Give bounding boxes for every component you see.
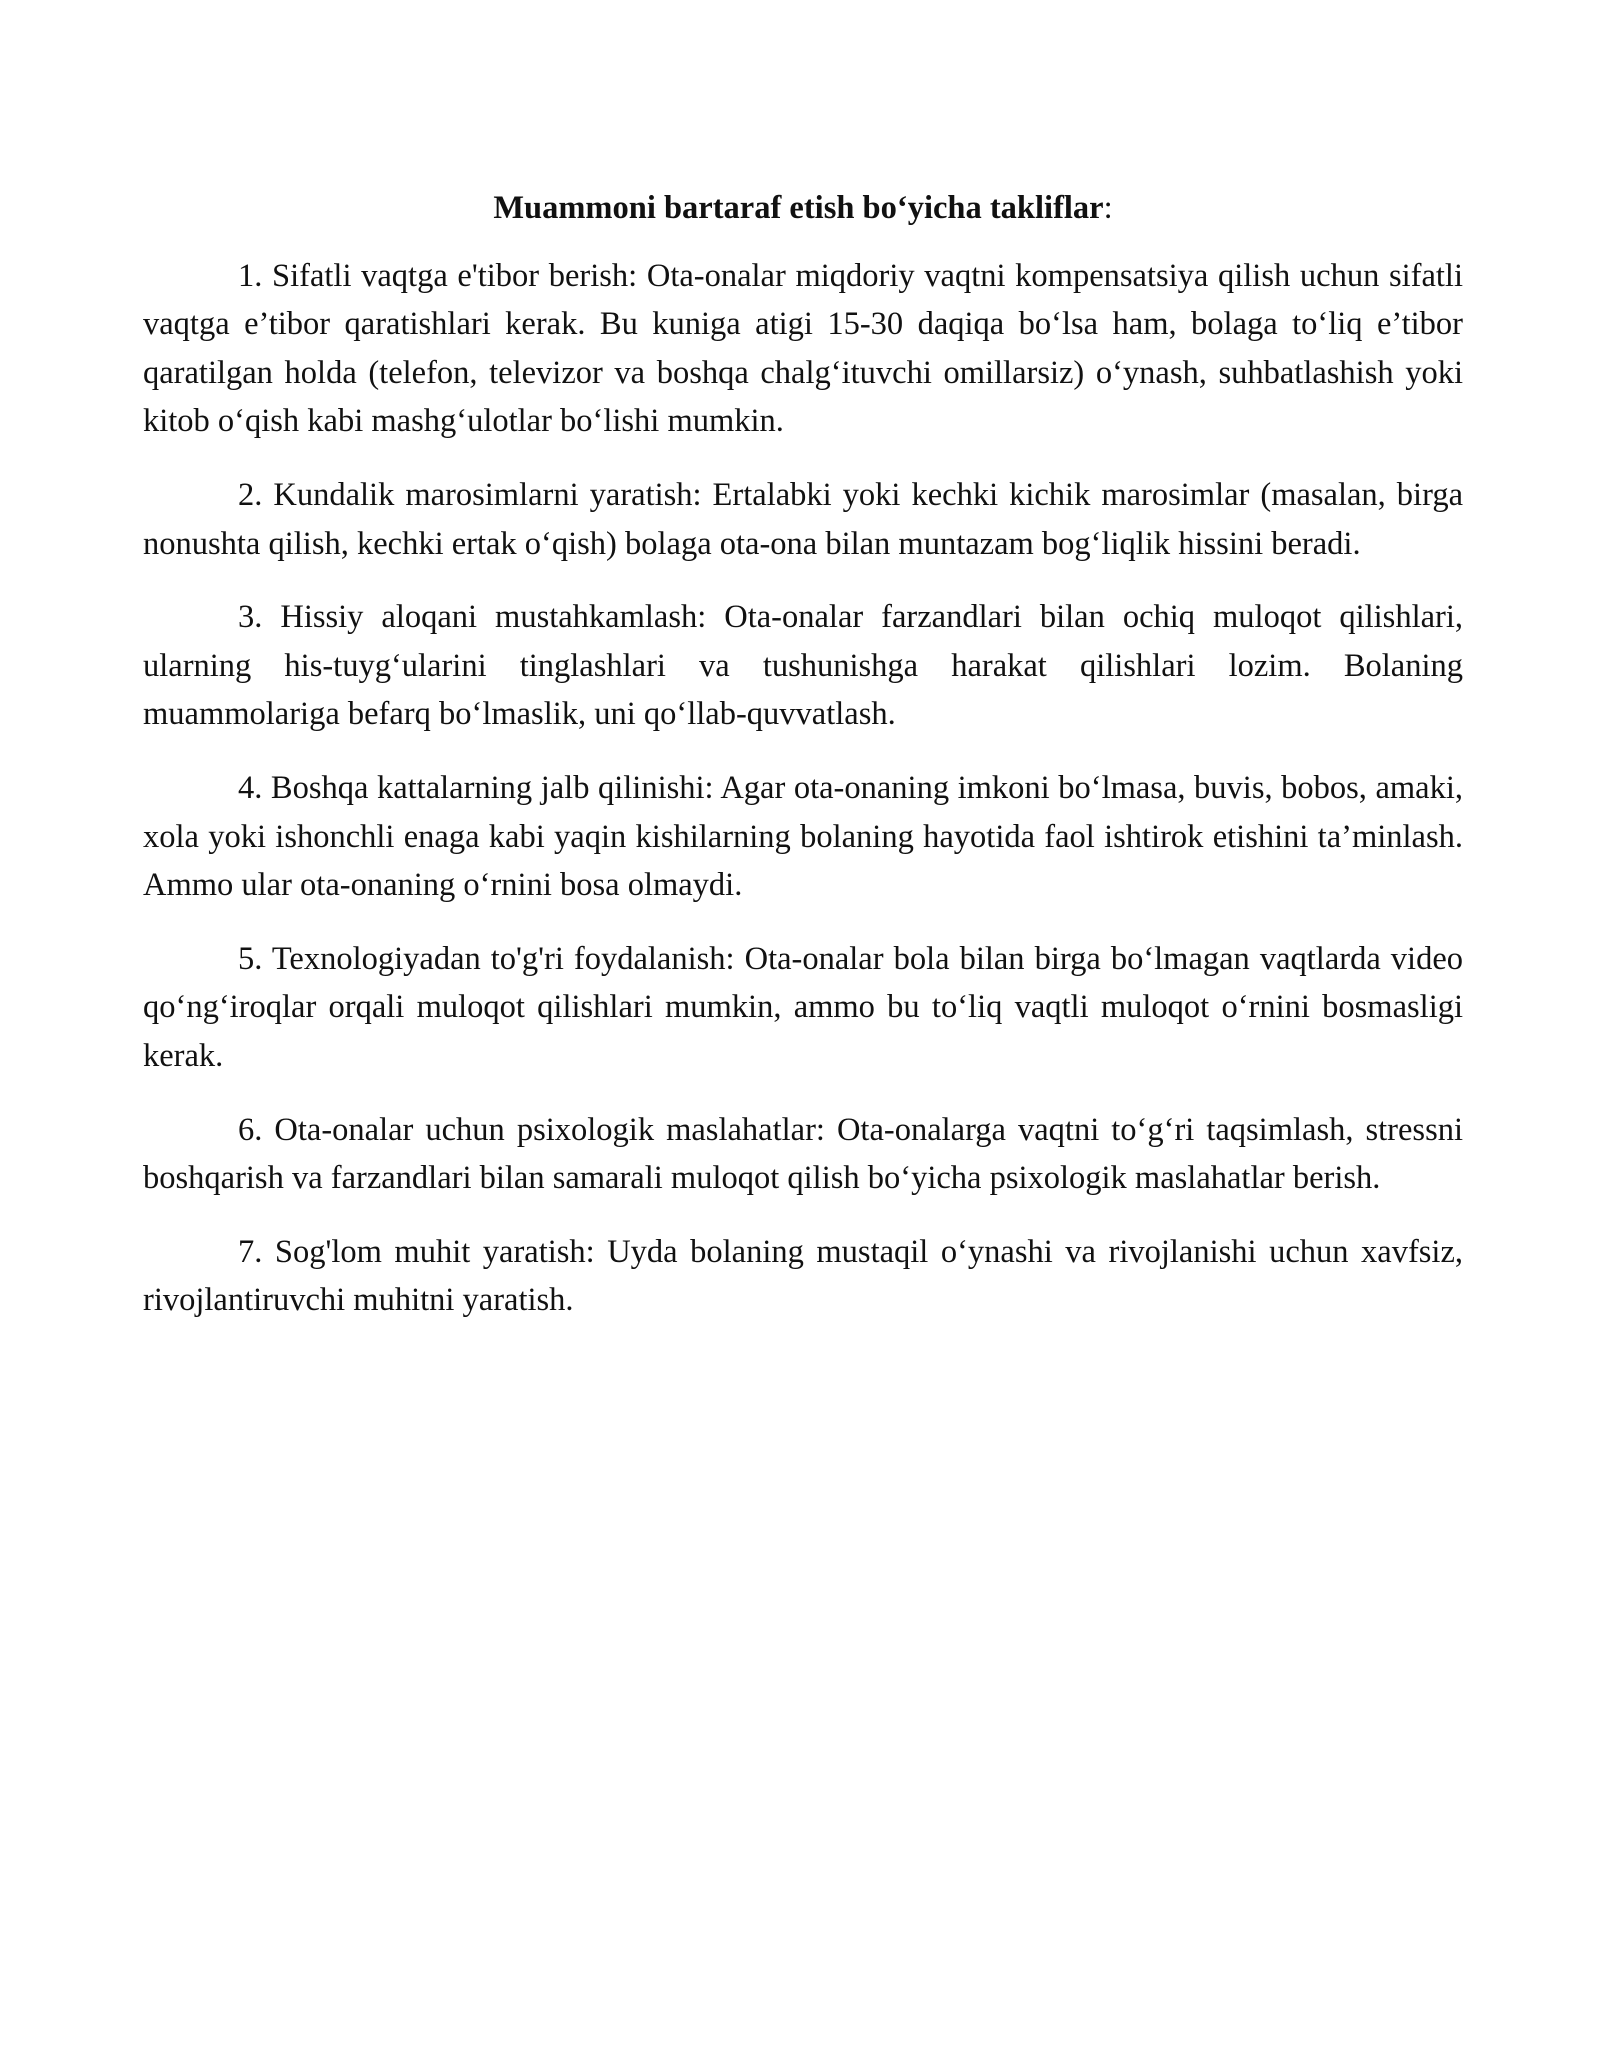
- suggestion-paragraph-7: 7. Sog'lom muhit yaratish: Uyda bolaning mustaqil o‘ynashi va rivojlanishi uchun xavfsiz, rivojlantiruvchi muhitni yaratish.: [143, 1233, 1463, 1319]
- section-heading-title: Muammoni bartaraf etish bo‘yicha takliflar: [493, 190, 1104, 226]
- suggestion-paragraph-3: 3. Hissiy aloqani mustahkamlash: Ota-onalar farzandlari bilan ochiq muloqot qilishlari, ularning his-tuyg‘ularini tinglashlari va tushunishga harakat qilishlari lozim. Bolaning muammolariga befarq bo‘lmaslik, uni qo‘llab-quvvatlash.: [143, 599, 1463, 733]
- document-body: [143, 184, 1463, 1350]
- section-heading-colon: :: [1103, 190, 1113, 226]
- section-heading: [143, 184, 1463, 233]
- suggestion-paragraph-2: 2. Kundalik marosimlarni yaratish: Ertalabki yoki kechki kichik marosimlar (masalan, birga nonushta qilish, kechki ertak o‘qish) bolaga ota-ona bilan muntazam bog‘liqlik hissini beradi.: [143, 476, 1463, 562]
- suggestion-paragraph-5: 5. Texnologiyadan to'g'ri foydalanish: Ota-onalar bola bilan birga bo‘lmagan vaqtlarda video qo‘ng‘iroqlar orqali muloqot qilishlari mumkin, ammo bu to‘liq vaqtli muloqot o‘rnini bosmasligi kerak.: [143, 940, 1463, 1074]
- suggestion-paragraph-4: 4. Boshqa kattalarning jalb qilinishi: Agar ota-onaning imkoni bo‘lmasa, buvis, bobos, amaki, xola yoki ishonchli enaga kabi yaqin kishilarning bolaning hayotida faol ishtirok etishini ta’minlash. Ammo ular ota-onaning o‘rnini bosa olmaydi.: [143, 769, 1463, 904]
- suggestion-paragraph-1: 1. Sifatli vaqtga e'tibor berish: Ota-onalar miqdoriy vaqtni kompensatsiya qilish uchun sifatli vaqtga e’tibor qaratishlari kerak. Bu kuniga atigi 15-30 daqiqa bo‘lsa ham, bolaga to‘liq e’tibor qaratilgan holda (telefon, televizor va boshqa chalg‘ituvchi omillarsiz) o‘ynash, suhbatlashish yoki kitob o‘qish kabi mashg‘ulotlar bo‘lishi mumkin.: [143, 257, 1463, 440]
- suggestion-paragraph-6: 6. Ota-onalar uchun psixologik maslahatlar: Ota-onalarga vaqtni to‘g‘ri taqsimlash, stressni boshqarish va farzandlari bilan samarali muloqot qilish bo‘yicha psixologik maslahatlar berish.: [143, 1111, 1463, 1197]
